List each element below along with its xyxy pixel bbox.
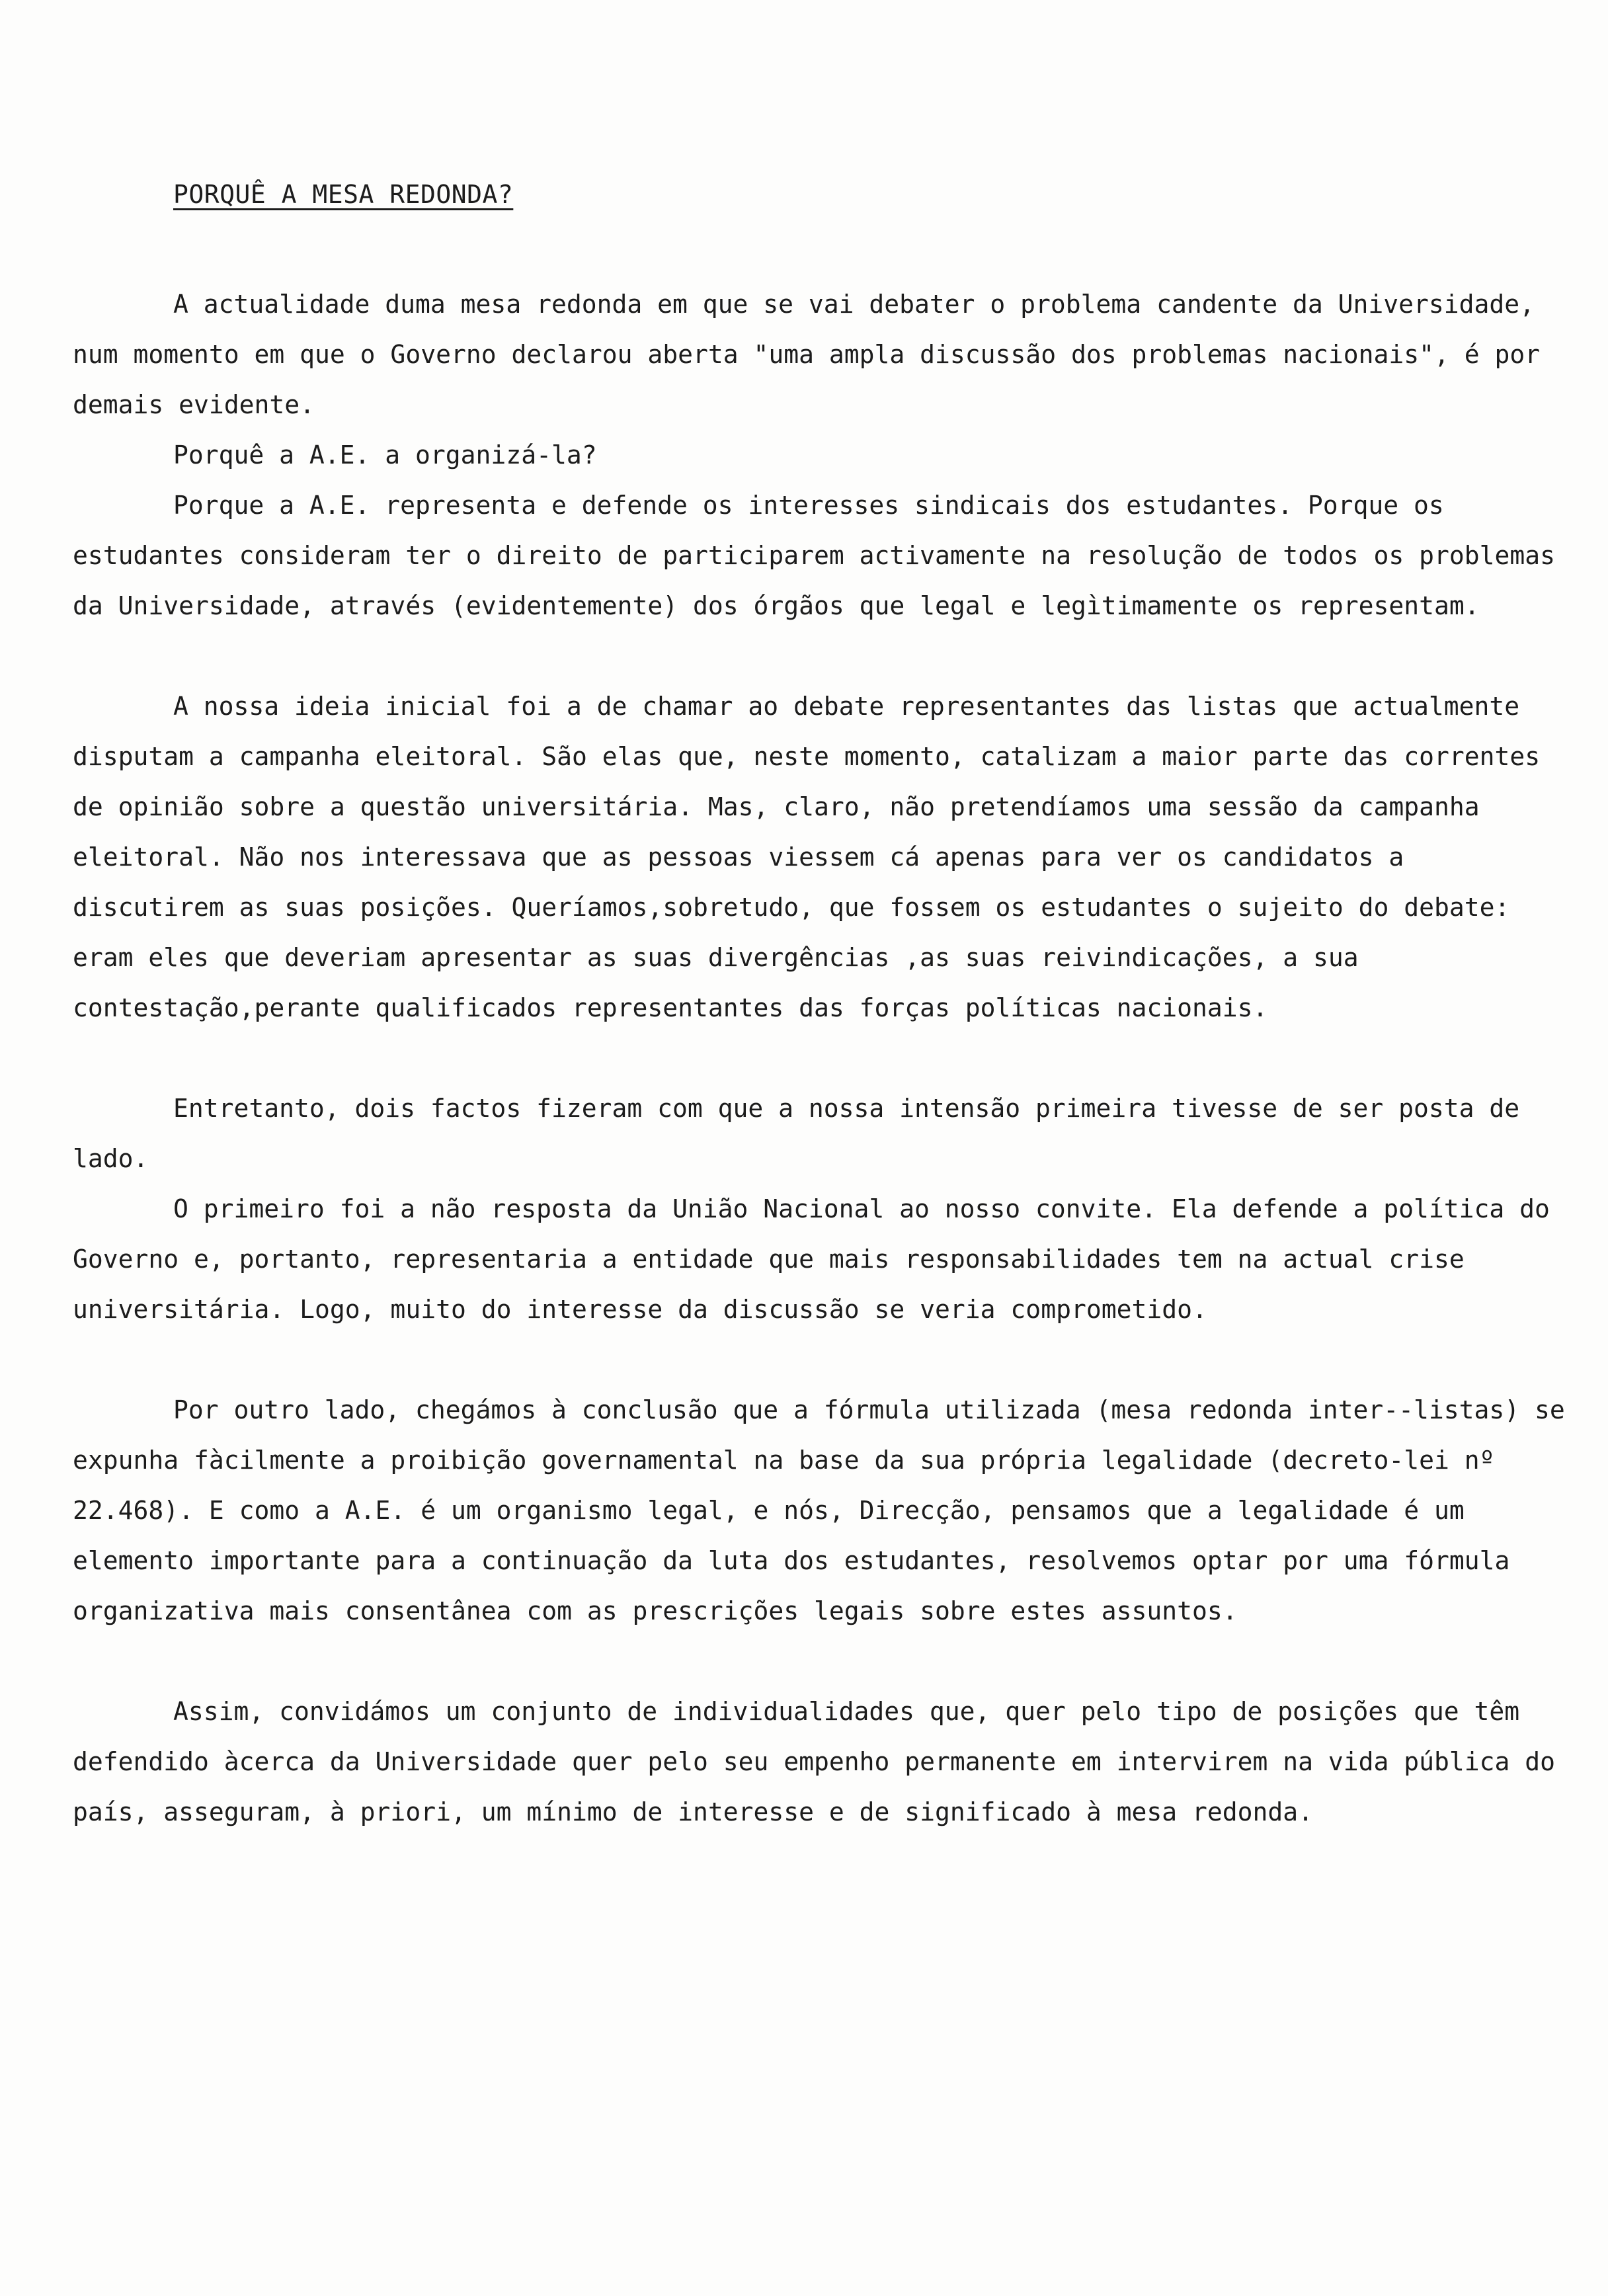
paragraph-6: O primeiro foi a não resposta da União Nacional ao nosso convite. Ela defende a política do Governo e, portanto, representaria a entidade que mais responsabilidades tem na actual crise universitária. Logo, muito do interesse da discussão se veria comprometido.: [73, 1194, 1550, 1324]
paragraph-7: Por outro lado, chegámos à conclusão que a fórmula utilizada (mesa redonda inter--listas) se expunha fàcilmente a proibição governamental na base da sua própria legalidade (decreto-lei nº 22.468). E como a A.E. é um organismo legal, e nós, Direcção, pensamos que a legalidade é um elemento importante para a continuação da luta dos estudantes, resolvemos optar por uma fórmula organizativa mais consentânea com as prescrições legais sobre estes assuntos.: [73, 1395, 1565, 1625]
paragraph-1: A actualidade duma mesa redonda em que se vai debater o problema candente da Universidade, num momento em que o Governo declarou aberta "uma ampla discussão dos problemas nacionais", é por demais evidente.: [73, 290, 1541, 419]
paragraph-4: A nossa ideia inicial foi a de chamar ao debate representantes das listas que actualmente disputam a campanha eleitoral. São elas que, neste momento, catalizam a maior parte das correntes de opinião sobre a questão universitária. Mas, claro, não pretendíamos uma sessão da campanha eleitoral. Não nos interessava que as pessoas viessem cá apenas para ver os candidatos a discutirem as suas posições. Queríamos,sobretudo, que fossem os estudantes o sujeito do debate: eram eles que deveriam apresentar as suas divergências ,as suas reivindicações, a sua contestação,perante qualificados representantes das forças políticas nacionais.: [73, 692, 1541, 1022]
paragraph-5: Entretanto, dois factos fizeram com que a nossa intensão primeira tivesse de ser posta de lado.: [73, 1094, 1520, 1173]
paragraph-8: Assim, convidámos um conjunto de individualidades que, quer pelo tipo de posições que têm defendido àcerca da Universidade quer pelo seu empenho permanente em intervirem na vida pública do país, asseguram, à priori, um mínimo de interesse e de significado à mesa redonda.: [73, 1697, 1556, 1826]
paragraph-3: Porque a A.E. representa e defende os interesses sindicais dos estudantes. Porque os estudantes consideram ter o direito de participarem activamente na resolução de todos os problemas da Universidade, através (evidentemente) dos órgãos que legal e legìtimamente os representam.: [73, 491, 1556, 620]
document-title: PORQUÊ A MESA REDONDA?: [173, 180, 514, 209]
paragraph-2: Porquê a A.E. a organizá-la?: [173, 440, 597, 470]
